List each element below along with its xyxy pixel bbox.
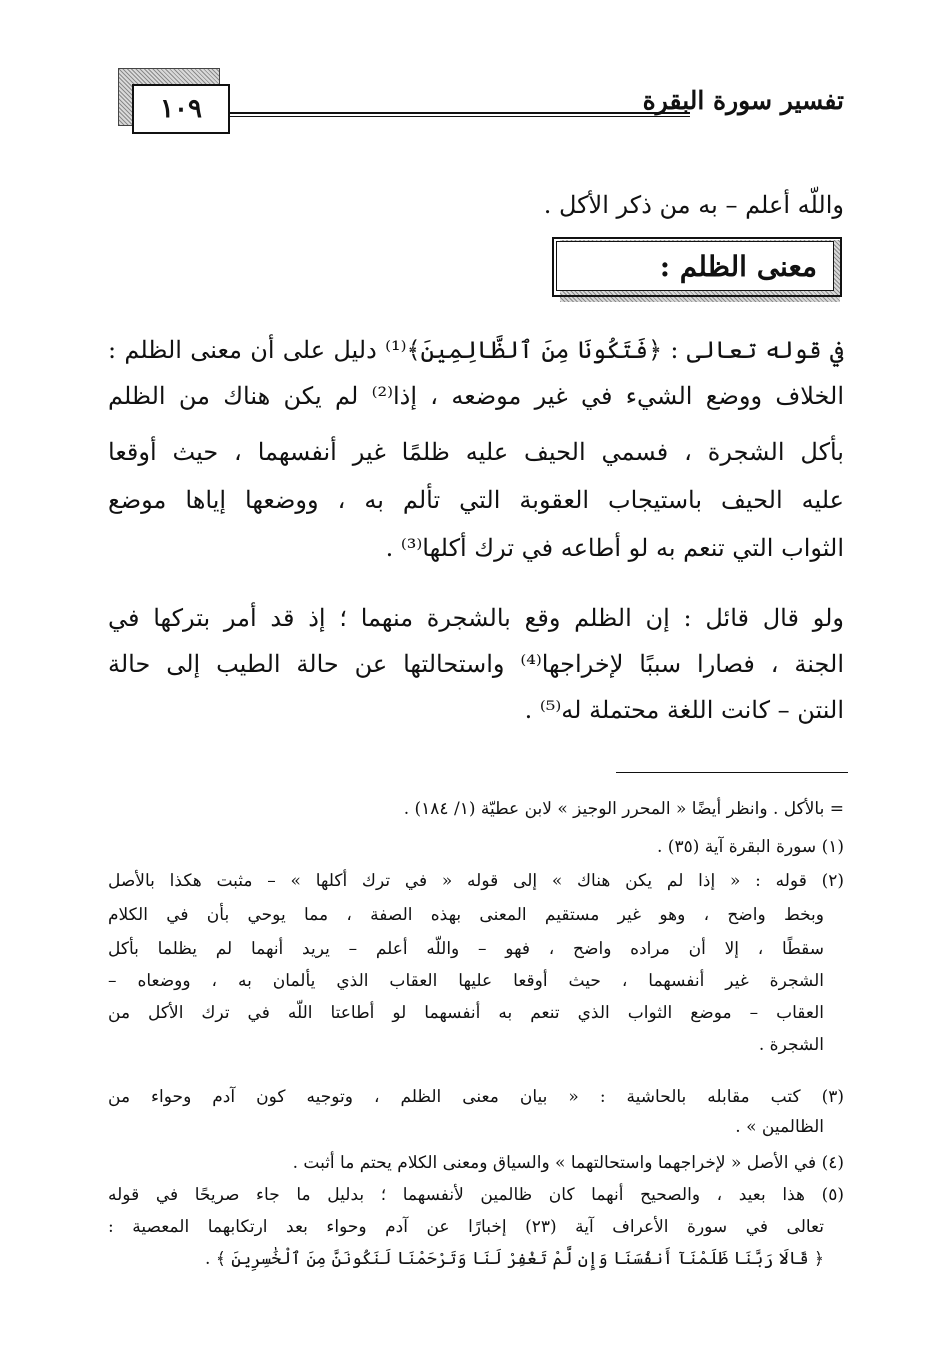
running-title: تفسير سورة البقرة [642,86,844,115]
footnote-1: (١) سورة البقرة آية (٣٥) . [656,837,844,857]
footnote-5-line: (٥) هذا بعيد ، والصحيح أنهما كان ظالمين لأنفسهما ؛ بدليل ما جاء صريحًا في قوله [108,1185,844,1205]
paragraph-line: النتن – كانت اللغة محتملة له⁽⁵⁾ . [524,696,844,724]
section-heading: معنى الظلم : [556,241,834,291]
paragraph-line: في قوله تعالى : ﴿فَتَكُونَا مِنَ ٱلظَّالِمِينَ﴾⁽¹⁾ دليل على أن معنى الظلم : [108,336,844,364]
paragraph-line: عليه الحيف باستيجاب العقوبة التي تألم به ، ووضعها إياها موضع [108,486,844,514]
footnote-continuation: = بالأكل . وانظر أيضًا « المحرر الوجيز » لابن عطيّة (١/ ١٨٤) . [403,799,844,819]
footnote-2-line: الشجرة غير أنفسهما ، حيث أوقعا عليها العقاب الذي يألمان به ، ووضعاه – [108,971,824,991]
body-line: واللّه أعلم – به من ذكر الأكل . [543,191,844,219]
paragraph-line: الثواب التي تنعم به لو أطاعه في ترك أكلها⁽³⁾ . [385,534,844,562]
paragraph-line: الخلاف ووضع الشيء في غير موضعه ، إذا⁽²⁾ لم يكن هناك من الظلم [108,382,844,410]
footnote-2-line: سقطًا ، إلا أن مراده واضح ، فهو – واللّه أعلم – يريد أنهما لم يظلما بأكل [108,939,824,959]
page-number: ١٠٩ [132,84,230,134]
footnote-4: (٤) في الأصل « لإخراجهما واستحالتهما » والسياق ومعنى الكلام يحتم ما أثبت . [292,1153,844,1173]
footnote-rule [616,772,848,773]
footnote-3-line: الظالمين » . [735,1117,824,1137]
paragraph-line: ولو قال قائل : إن الظلم وقع بالشجرة منهما ؛ إذ قد أمر بتركها في [108,604,844,632]
footnote-2-line: الشجرة . [758,1035,824,1055]
header-rule [230,112,690,117]
footnote-5-line: ﴿ قَالَا رَبَّنَا ظَلَمْنَآ أَنفُسَنَا وَإِن لَّمْ تَغْفِرْ لَنَا وَتَرْحَمْنَا لَنَكُونَنَّ مِنَ ٱلْخَٰسِرِينَ ﴾ . [205,1249,824,1269]
footnote-5-line: تعالى في سورة الأعراف آية (٢٣) إخبارًا عن آدم وحواء بعد ارتكابهما المعصية : [108,1217,824,1237]
footnote-2-line: وبخط واضح ، وهو غير مستقيم المعنى بهذه الصفة ، مما يوحي بأن في الكلام [108,905,824,925]
footnote-2-line: (٢) قوله : « إذا لم يكن هناك » إلى قوله « في ترك أكلها » – مثبت هكذا بالأصل [108,871,844,891]
paragraph-line: بأكل الشجرة ، فسمي الحيف عليه ظلمًا غير أنفسهما ، حيث أوقعا [108,438,844,466]
paragraph-line: الجنة ، فصارا سببًا لإخراجها⁽⁴⁾ واستحالتها عن حالة الطيب إلى حالة [108,650,844,678]
footnote-3-line: (٣) كتب مقابله بالحاشية : « بيان معنى الظلم ، وتوجيه كون آدم وحواء من [108,1087,844,1107]
footnote-2-line: العقاب – موضع الثواب الذي تنعم به أنفسهما لو أطاعتا اللّه في ترك الأكل من [108,1003,824,1023]
